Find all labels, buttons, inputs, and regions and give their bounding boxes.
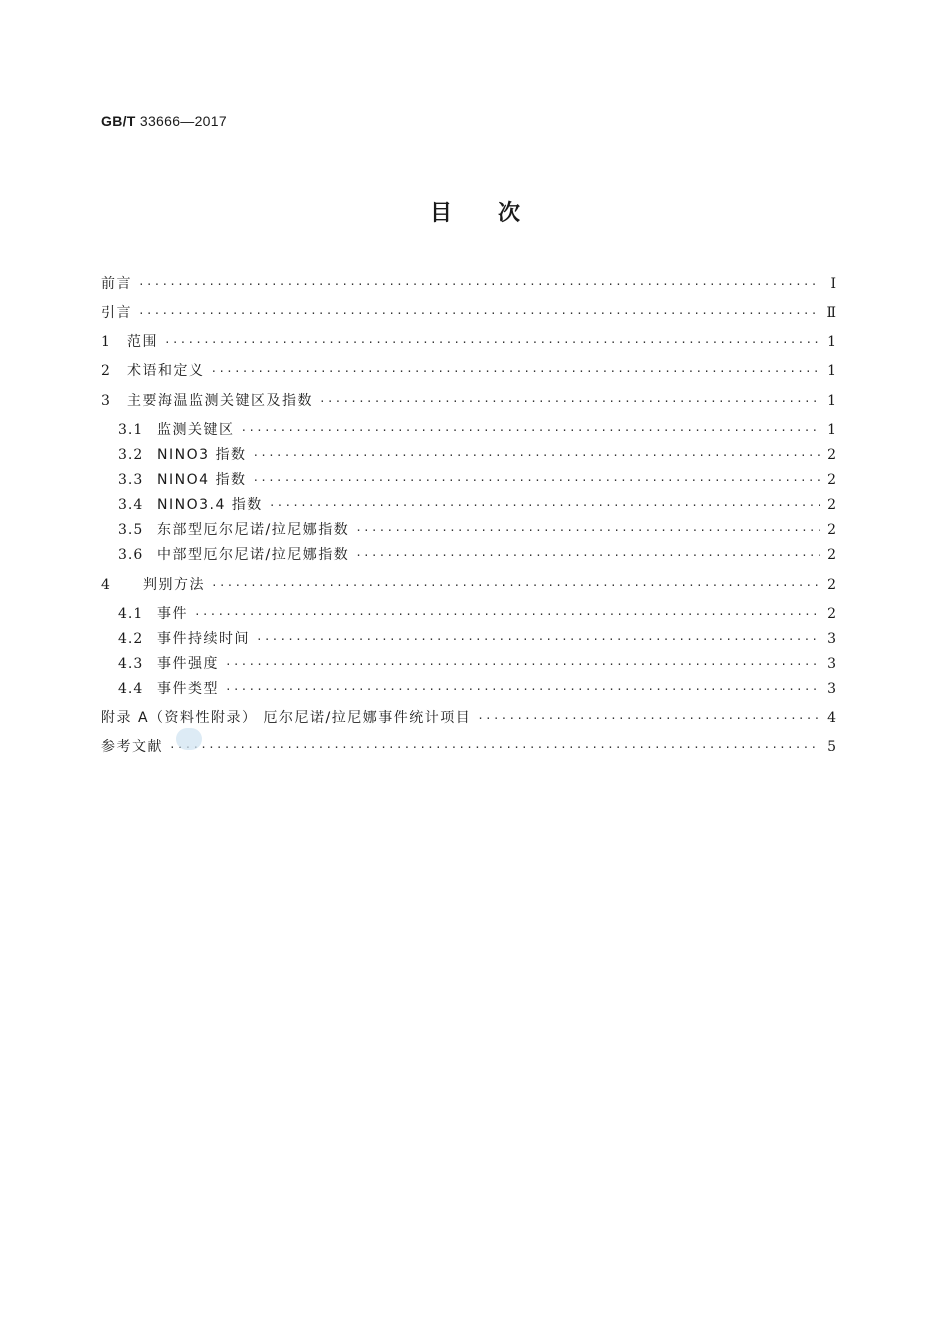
toc-page-number: 1 [827, 422, 836, 438]
toc-entry-3-3[interactable] [118, 470, 836, 490]
dot-leader [269, 496, 820, 516]
dot-leader [355, 521, 820, 541]
toc-label: 事件持续时间 [157, 631, 250, 647]
toc-entry-3-4[interactable] [118, 495, 836, 515]
toc-entry-4-2[interactable] [118, 629, 836, 649]
toc-page-number: 1 [827, 363, 836, 379]
toc-entry-3[interactable] [101, 391, 836, 411]
toc-label: 事件强度 [157, 656, 219, 672]
standard-prefix: GB/T [101, 113, 136, 129]
toc-page-number: 2 [827, 547, 836, 563]
toc-page-number: Ⅰ [830, 276, 836, 292]
toc-label: 附录 A（资料性附录） 厄尔尼诺/拉尼娜事件统计项目 [101, 710, 472, 726]
toc-entry-3-6[interactable] [118, 545, 836, 565]
toc-page-number: 4 [827, 710, 836, 726]
toc-entry-4-1[interactable] [118, 604, 836, 624]
toc-label: 判别方法 [143, 577, 205, 593]
dot-leader [169, 738, 820, 758]
dot-leader [211, 362, 821, 382]
dot-leader [225, 655, 820, 675]
toc-label: 中部型厄尔尼诺/拉尼娜指数 [157, 547, 350, 563]
toc-number: 3.3 [118, 472, 144, 488]
toc-entry-references[interactable] [101, 737, 836, 757]
toc-number: 3.5 [118, 522, 144, 538]
toc-page-number: 2 [827, 497, 836, 513]
toc-label: NINO4 指数 [157, 472, 247, 488]
toc-page-number: 3 [827, 631, 836, 647]
toc-page-number: 3 [827, 681, 836, 697]
watermark-logo [176, 728, 202, 750]
toc-entry-4-4[interactable] [118, 679, 836, 699]
dot-leader [252, 446, 820, 466]
toc-page-number: 2 [827, 447, 836, 463]
dot-leader [225, 680, 820, 700]
toc-page-number: 2 [827, 606, 836, 622]
toc-label: NINO3 指数 [157, 447, 247, 463]
toc-label: NINO3.4 指数 [157, 497, 263, 513]
toc-page-number: 2 [827, 522, 836, 538]
toc-label: 主要海温监测关键区及指数 [127, 393, 313, 409]
toc-label: 事件 [157, 606, 188, 622]
toc-number: 4.1 [118, 606, 144, 622]
toc-page-number: 1 [827, 334, 836, 350]
toc-number: 3.6 [118, 547, 144, 563]
toc-page-number: 2 [827, 472, 836, 488]
dot-leader [477, 709, 820, 729]
toc-number: 4.2 [118, 631, 144, 647]
toc-label: 引言 [101, 305, 132, 321]
toc-label: 参考文献 [101, 739, 163, 755]
dot-leader [138, 304, 820, 324]
toc-number: 4.3 [118, 656, 144, 672]
toc-number: 3.4 [118, 497, 144, 513]
toc-entry-1[interactable] [101, 332, 836, 352]
dot-leader [252, 471, 820, 491]
dot-leader [164, 333, 820, 353]
toc-entry-4[interactable] [101, 575, 836, 595]
toc-label: 术语和定义 [127, 363, 205, 379]
dot-leader [256, 630, 820, 650]
toc-number: 3.1 [118, 422, 144, 438]
dot-leader [138, 275, 820, 295]
dot-leader [355, 546, 820, 566]
toc-number: 4 [101, 577, 111, 593]
standard-number: 33666—2017 [139, 113, 227, 129]
dot-leader [241, 421, 821, 441]
toc-number: 3 [101, 393, 111, 409]
toc-page-number: 2 [827, 577, 836, 593]
toc-entry-appendix-a[interactable] [101, 708, 836, 728]
dot-leader [319, 392, 820, 412]
toc-label: 事件类型 [157, 681, 219, 697]
dot-leader [194, 605, 820, 625]
toc-label: 监测关键区 [157, 422, 235, 438]
toc-label: 东部型厄尔尼诺/拉尼娜指数 [157, 522, 350, 538]
toc-number: 1 [101, 334, 111, 350]
toc-label: 前言 [101, 276, 132, 292]
toc-page-number: 1 [827, 393, 836, 409]
toc-page-number: 3 [827, 656, 836, 672]
toc-page-number: 5 [827, 739, 836, 755]
dot-leader [211, 576, 820, 596]
toc-entry-3-1[interactable] [118, 420, 836, 440]
toc-entry-4-3[interactable] [118, 654, 836, 674]
toc-entry-2[interactable] [101, 361, 836, 381]
toc-number: 3.2 [118, 447, 144, 463]
toc-entry-3-5[interactable] [118, 520, 836, 540]
toc-entry-3-2[interactable] [118, 445, 836, 465]
toc-entry-foreword[interactable] [101, 274, 836, 294]
toc-entry-introduction[interactable] [101, 303, 836, 323]
toc-number: 2 [101, 363, 111, 379]
toc-page-number: Ⅱ [826, 305, 836, 321]
standard-code [101, 113, 227, 129]
toc-label: 范围 [127, 334, 158, 350]
page-title: 目次 [429, 201, 566, 226]
toc-number: 4.4 [118, 681, 144, 697]
